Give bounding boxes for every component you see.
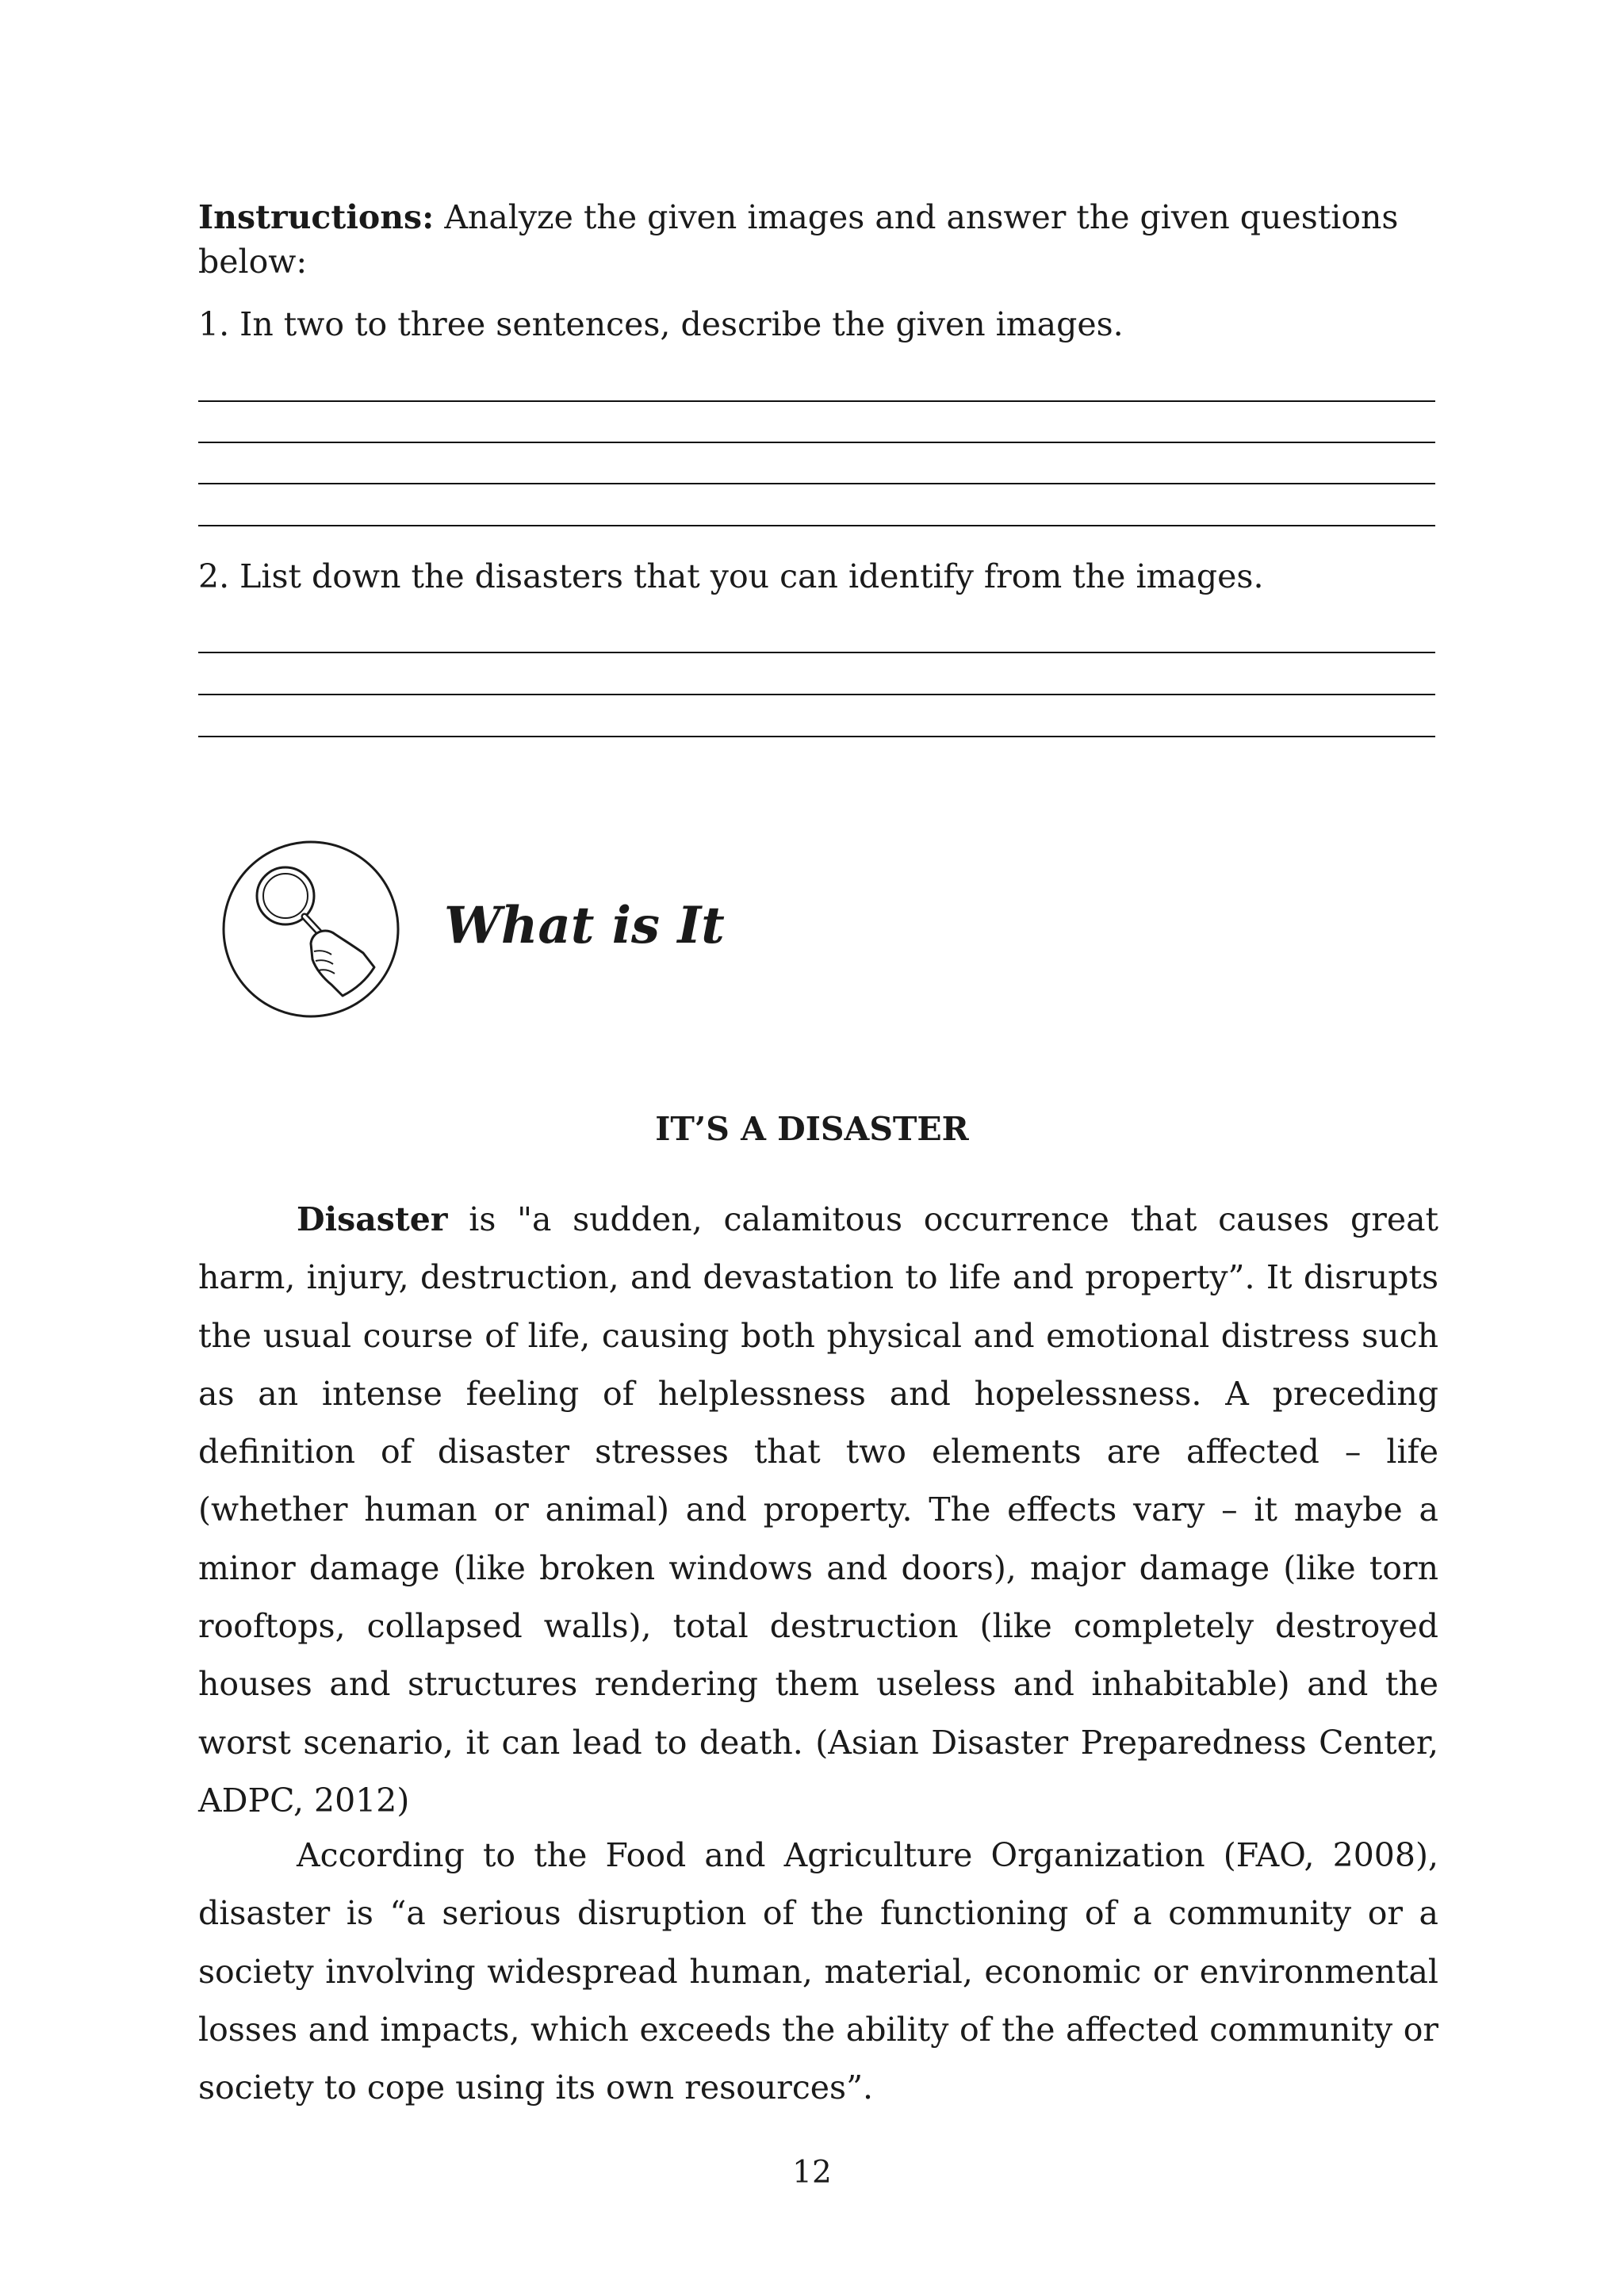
instructions-label: Instructions: xyxy=(198,198,435,236)
page-number: 12 xyxy=(792,2155,832,2191)
instructions xyxy=(198,195,1435,284)
paragraph-fao-definition xyxy=(198,1827,1438,2117)
answer-line-5[interactable] xyxy=(198,652,1435,653)
answer-line-6[interactable] xyxy=(198,694,1435,695)
answer-line-1[interactable] xyxy=(198,400,1435,402)
answer-line-3[interactable] xyxy=(198,483,1435,484)
paragraph-2-text: According to the Food and Agriculture Organization (FAO, 2008), disaster is “a serious disruption of the functioning of a community or a society involving widespread human, material, economic or environmental losses and impacts, which exceeds the ability of the affected community or society to cope using its own resources”. xyxy=(198,1836,1438,2107)
section-title: What is It xyxy=(444,896,725,955)
term-disaster: Disaster xyxy=(297,1200,448,1238)
instructions-text: Analyze the given images and answer the given questions below: xyxy=(198,198,1399,281)
question-2: 2. List down the disasters that you can identify from the images. xyxy=(198,557,1264,595)
magnifying-glass-icon xyxy=(216,834,406,1024)
answer-line-2[interactable] xyxy=(198,442,1435,443)
question-1: 1. In two to three sentences, describe the given images. xyxy=(198,305,1124,343)
paragraph-disaster-definition xyxy=(198,1191,1438,1830)
answer-line-4[interactable] xyxy=(198,525,1435,526)
paragraph-1-text: is "a sudden, calamitous occurrence that causes great harm, injury, destruction, and devastation to life and property”. It disrupts the usual course of life, causing both physical and emotional distress such as an intense feeling of helplessness and hopelessness. A preceding definition of disaster stresses that two elements are affected – life (whether human or animal) and property. The effects vary – it maybe a minor damage (like broken windows and doors), major damage (like torn rooftops, collapsed walls), total destruction (like completely destroyed houses and structures rendering them useless and inhabitable) and the worst scenario, it can lead to death. (Asian Disaster Preparedness Center, ADPC, 2012) xyxy=(198,1200,1438,1820)
lesson-heading: IT’S A DISASTER xyxy=(655,1110,969,1148)
answer-line-7[interactable] xyxy=(198,736,1435,737)
